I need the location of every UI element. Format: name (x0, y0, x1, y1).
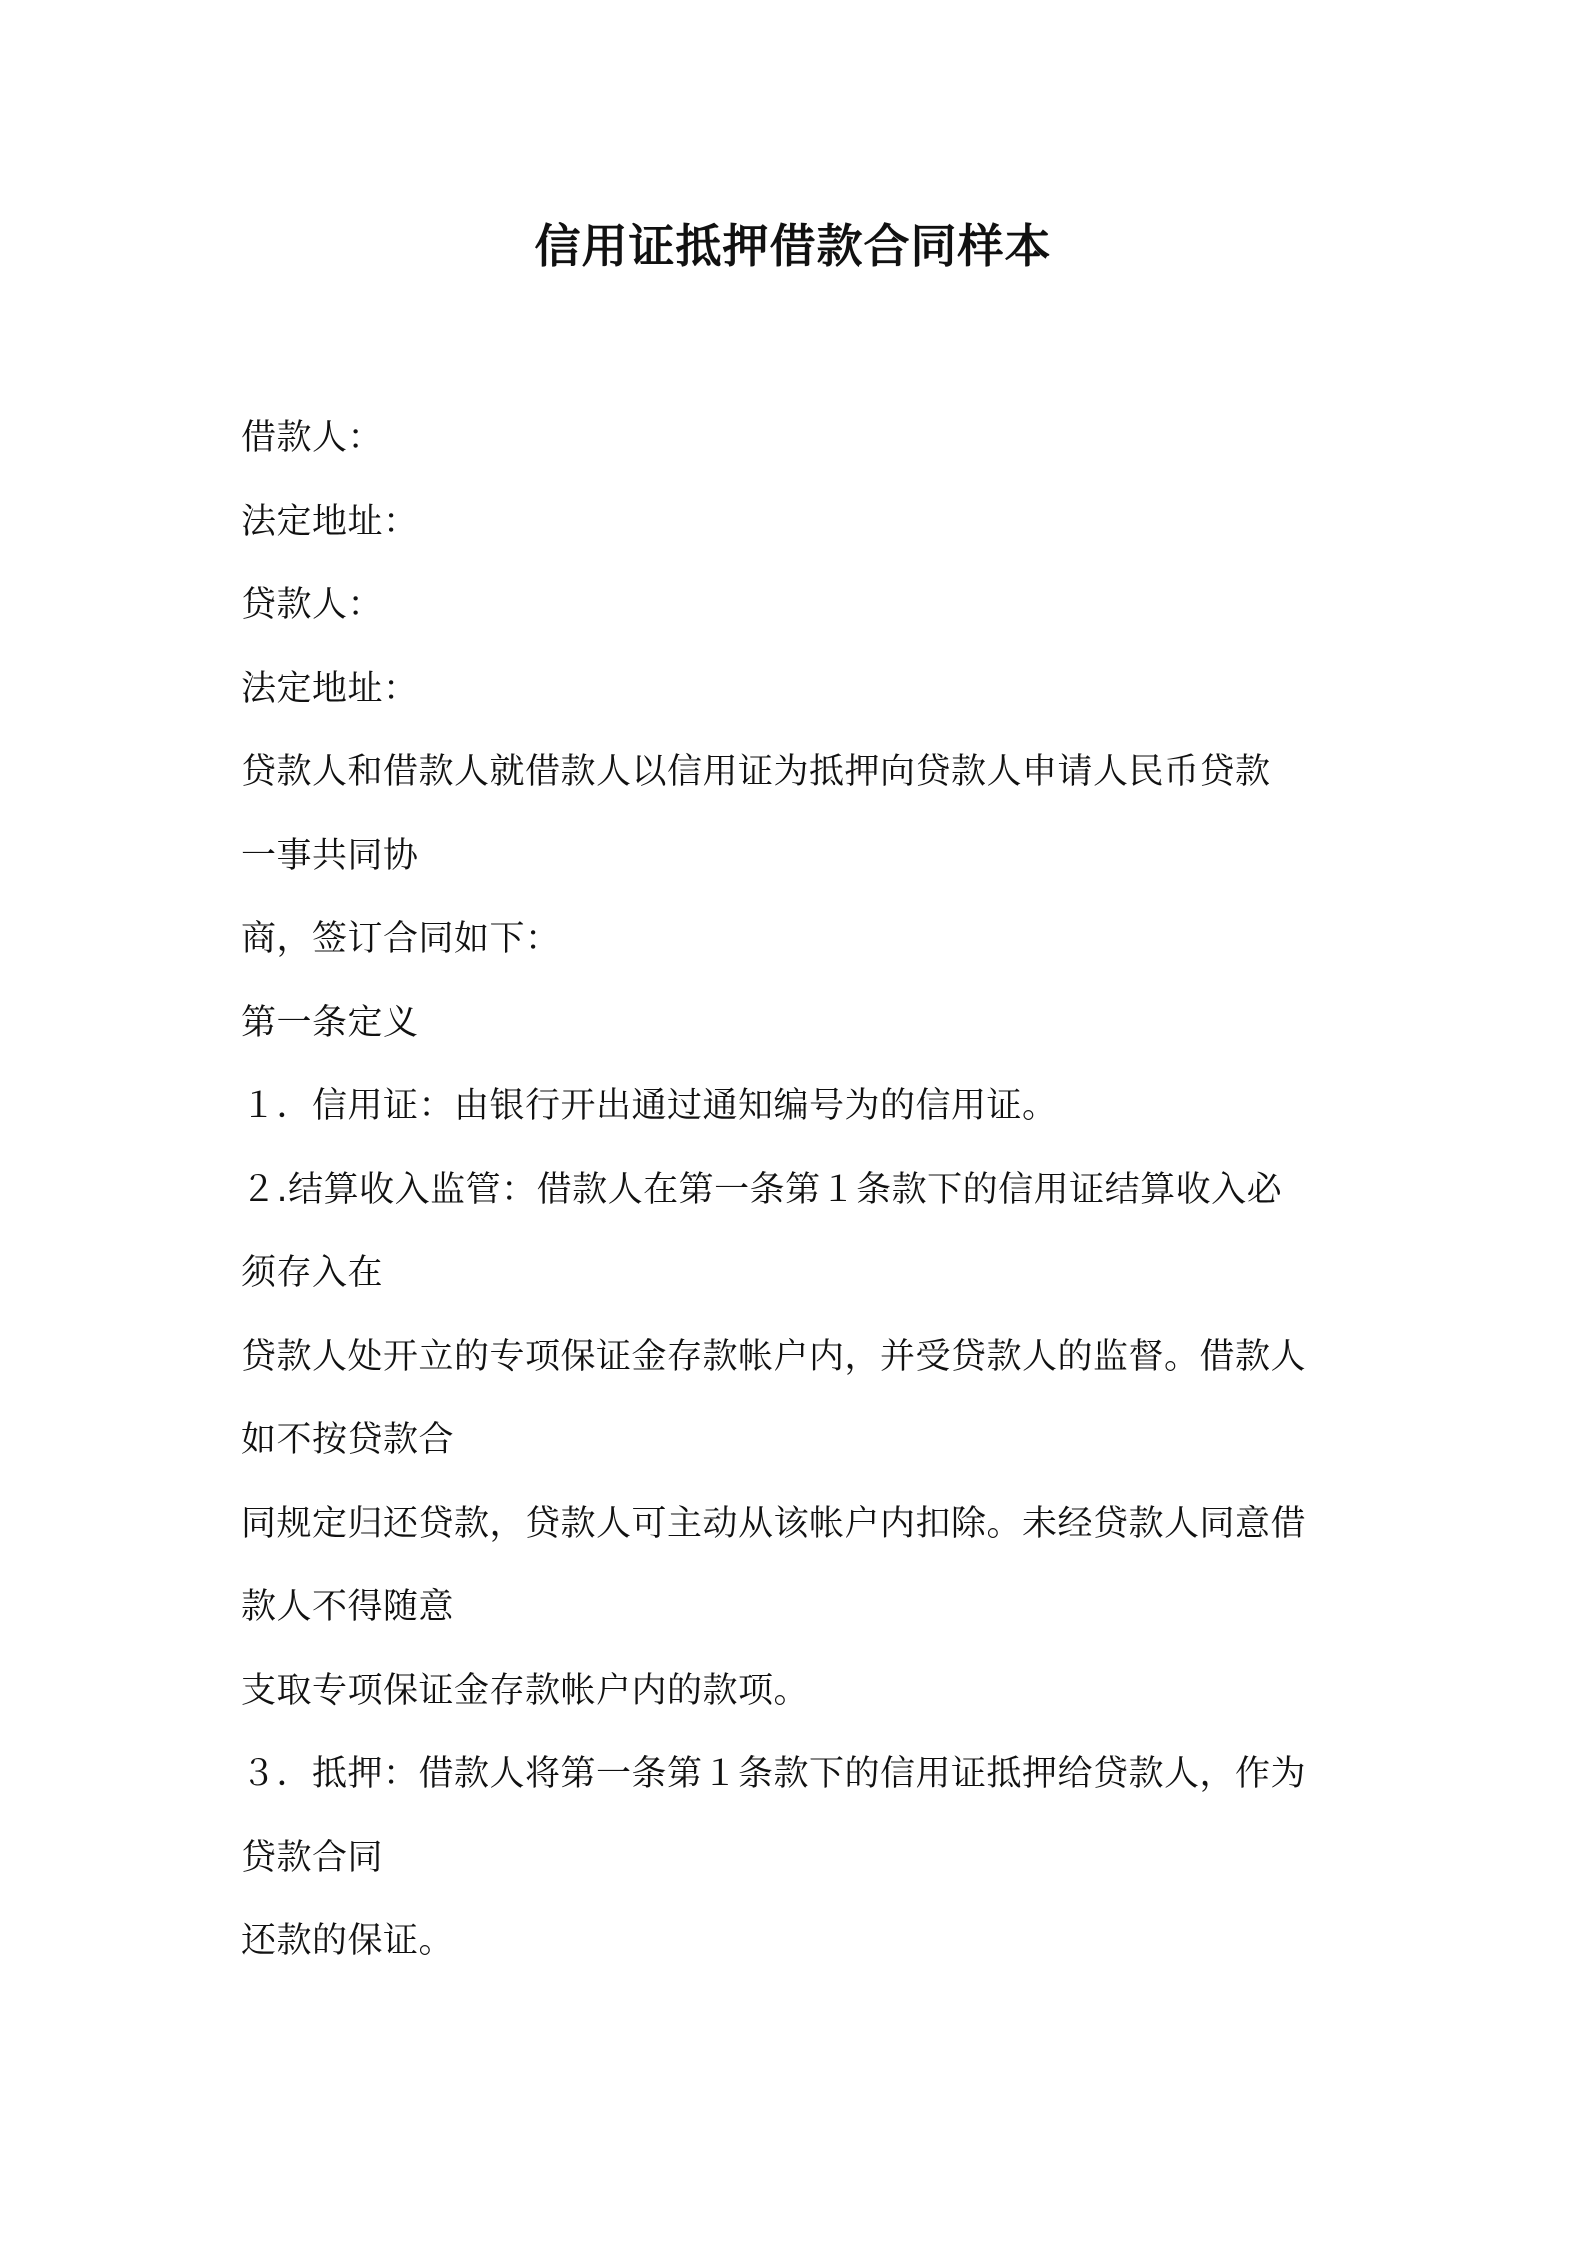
borrower-label: 借款人： (241, 418, 384, 458)
clause-line: 支取专项保证金存款帐户内的款项。 (241, 1670, 810, 1711)
borrower-address-label: 法定地址： (241, 501, 419, 542)
lender-address-label: 法定地址： (241, 668, 419, 709)
clause-line: 贷款人处开立的专项保证金存款帐户内，并受贷款人的监督。借款人 (241, 1336, 1307, 1377)
clause-line: 同规定归还贷款，贷款人可主动从该帐户内扣除。未经贷款人同意借 (241, 1503, 1307, 1544)
document-body (241, 404, 1371, 1991)
clause-line: ３．抵押：借款人将第一条第１条款下的信用证抵押给贷款人，作为 (241, 1754, 1307, 1794)
clause-line: ２.结算收入监管：借款人在第一条第１条款下的信用证结算收入必 (241, 1169, 1283, 1210)
clause-line: 须存入在 (241, 1253, 384, 1293)
clause-line: １．信用证：由银行开出通过通知编号为的信用证。 (241, 1086, 1058, 1126)
clause-line: 如不按贷款合 (241, 1420, 455, 1460)
preamble-line: 一事共同协 (241, 835, 419, 876)
clause-line: 款人不得随意 (241, 1587, 455, 1627)
preamble-line: 贷款人和借款人就借款人以信用证为抵押向贷款人申请人民币贷款 (241, 752, 1271, 792)
clause-line: 贷款合同 (241, 1837, 384, 1878)
clause-line: 还款的保证。 (241, 1921, 455, 1961)
article-heading: 第一条定义 (241, 1002, 419, 1043)
preamble-line: 商，签订合同如下： (241, 919, 561, 959)
document-title: 信用证抵押借款合同样本 (534, 219, 1052, 273)
lender-label: 贷款人： (241, 585, 384, 625)
